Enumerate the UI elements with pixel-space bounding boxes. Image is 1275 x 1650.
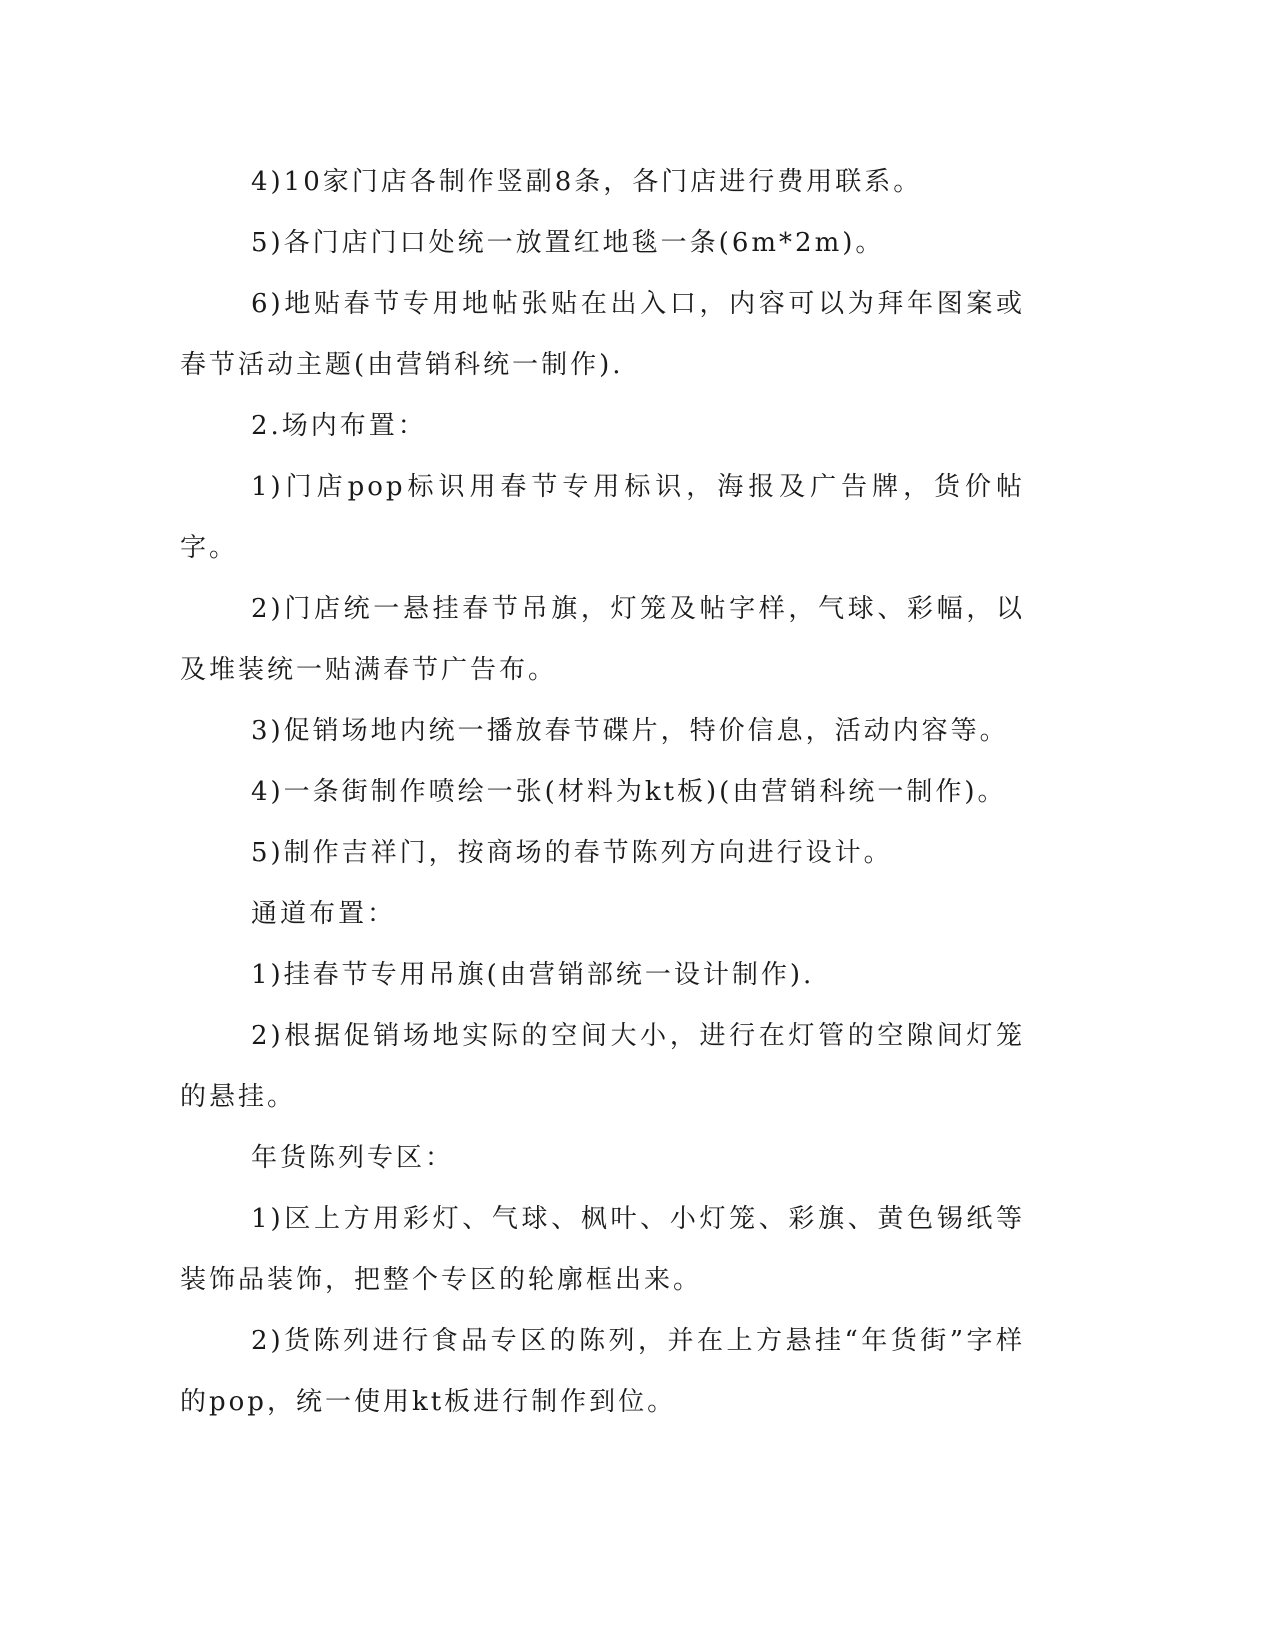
paragraph-12: 2)根据促销场地实际的空间大小，进行在灯管的空隙间灯笼的悬挂。 bbox=[180, 1021, 1025, 1112]
paragraph-2: 5)各门店门口处统一放置红地毯一条(6m*2m)。 bbox=[251, 228, 885, 258]
paragraph-3: 6)地贴春节专用地帖张贴在出入口，内容可以为拜年图案或春节活动主题(由营销科统一制作). bbox=[180, 289, 1025, 380]
paragraph-7: 3)促销场地内统一播放春节碟片，特价信息，活动内容等。 bbox=[251, 716, 1009, 746]
paragraph-1: 4)10家门店各制作竖副8条，各门店进行费用联系。 bbox=[251, 167, 923, 197]
paragraph-9: 5)制作吉祥门，按商场的春节陈列方向进行设计。 bbox=[251, 838, 893, 868]
paragraph-8: 4)一条街制作喷绘一张(材料为kt板)(由营销科统一制作)。 bbox=[251, 777, 1007, 807]
section-heading-new-year-goods-zone: 年货陈列专区： bbox=[251, 1143, 455, 1173]
section-heading-venue-layout: 2.场内布置： bbox=[251, 411, 427, 441]
paragraph-6: 2)门店统一悬挂春节吊旗，灯笼及帖字样，气球、彩幅，以及堆装统一贴满春节广告布。 bbox=[180, 594, 1025, 685]
document-body bbox=[180, 152, 1025, 1433]
paragraph-11: 1)挂春节专用吊旗(由营销部统一设计制作). bbox=[251, 960, 815, 990]
section-heading-aisle-layout: 通道布置： bbox=[251, 899, 397, 929]
paragraph-5: 1)门店pop标识用春节专用标识，海报及广告牌，货价帖字。 bbox=[180, 472, 1025, 563]
paragraph-15: 2)货陈列进行食品专区的陈列，并在上方悬挂“年货街”字样的pop，统一使用kt板进行制作到位。 bbox=[180, 1326, 1025, 1417]
paragraph-14: 1)区上方用彩灯、气球、枫叶、小灯笼、彩旗、黄色锡纸等装饰品装饰，把整个专区的轮廓框出来。 bbox=[180, 1204, 1025, 1295]
